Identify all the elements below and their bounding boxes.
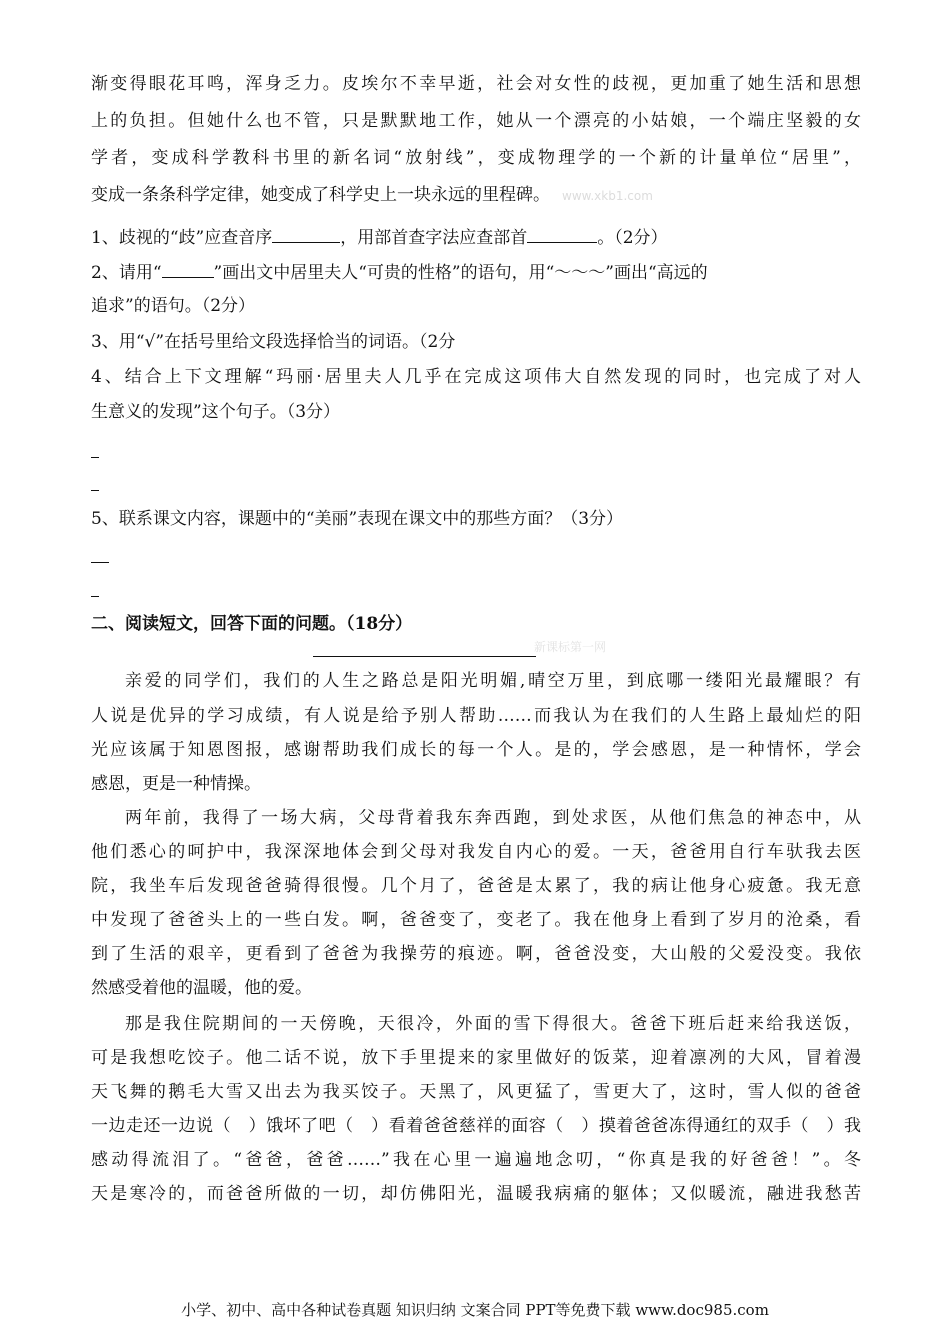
- question-5: 5、联系课文内容，课题中的“美丽”表现在课文中的那些方面？（3分）: [91, 509, 624, 529]
- passage1-line-2: 上的负担。但她什么也不管，只是默默地工作，她从一个漂亮的小姑娘，一个端庄坚毅的女: [91, 111, 861, 131]
- p2-line-2: 他们悉心的呵护中，我深深地体会到父母对我发自内心的爱。一天，爸爸用自行车驮我去医: [91, 842, 861, 862]
- question-1-text-c: 。（2分）: [597, 228, 668, 248]
- answer-line-q4-1[interactable]: [91, 457, 99, 458]
- question-1: [91, 225, 861, 249]
- question-2-text-a: 2、请用“: [91, 263, 162, 283]
- p1-line-1: 亲爱的同学们，我们的人生之路总是阳光明媚,晴空万里，到底哪一缕阳光最耀眼？有: [125, 671, 861, 691]
- p3-line-4: 一边走还一边说（ ）饿坏了吧（ ）看着爸爸慈祥的面容（ ）摸着爸爸冻得通红的双手（ ）我: [91, 1116, 861, 1136]
- question-2-cont: 追求”的语句。（2分）: [91, 296, 256, 316]
- p2-line-6: 然感受着他的温暖，他的爱。: [91, 978, 312, 998]
- p2-line-5: 到了生活的艰辛，更看到了爸爸为我操劳的痕迹。啊，爸爸没变，大山般的父爱没变。我依: [91, 944, 861, 964]
- p1-line-2: 人说是优异的学习成绩，有人说是给予别人帮助……而我认为在我们的人生路上最灿烂的阳: [91, 706, 861, 726]
- answer-line-q5-2[interactable]: [91, 596, 99, 597]
- p3-line-3: 天飞舞的鹅毛大雪又出去为我买饺子。天黑了，风更猛了，雪更大了，这时，雪人似的爸爸: [91, 1082, 861, 1102]
- p3-line-1: 那是我住院期间的一天傍晚，天很冷，外面的雪下得很大。爸爸下班后赶来给我送饭，: [125, 1014, 861, 1034]
- p2-line-3: 院，我坐车后发现爸爸骑得很慢。几个月了，爸爸是太累了，我的病让他身心疲惫。我无意: [91, 876, 861, 896]
- page-footer: 小学、初中、高中各种试卷真题 知识归纳 文案合同 PPT等免费下载 www.doc985.com: [181, 1301, 769, 1319]
- passage1-line-3: 学者，变成科学教科书里的新名词“放射线”，变成物理学的一个新的计量单位“居里”，: [91, 148, 861, 168]
- p3-line-6: 天是寒冷的，而爸爸所做的一切，却仿佛阳光，温暖我病痛的躯体；又似暖流，融进我愁苦: [91, 1184, 861, 1204]
- answer-line-q4-2[interactable]: [91, 490, 99, 491]
- question-1-text-b: ，用部首查字法应查部首: [340, 228, 528, 248]
- answer-blank-bushou[interactable]: [527, 225, 597, 243]
- p2-line-1: 两年前，我得了一场大病，父母背着我东奔西跑，到处求医，从他们焦急的神态中，从: [125, 808, 861, 828]
- answer-blank-yinxu[interactable]: [272, 225, 340, 243]
- watermark-text: www.xkb1.com: [562, 189, 653, 203]
- p3-line-5: 感动得流泪了。“爸爸，爸爸……”我在心里一遍遍地念叨，“你真是我的好爸爸！”。冬: [91, 1150, 861, 1170]
- passage1-line-4: [91, 183, 861, 207]
- title-blank-line[interactable]: [313, 656, 536, 657]
- watermark-text-2: 新课标第一网: [534, 640, 607, 654]
- passage1-line-1: 渐变得眼花耳鸣，浑身乏力。皮埃尔不幸早逝，社会对女性的歧视，更加重了她生活和思想: [91, 74, 861, 94]
- question-4-line-1: 4、结合上下文理解“玛丽·居里夫人几乎在完成这项伟大自然发现的同时，也完成了对人: [91, 367, 861, 387]
- answer-line-q5-1[interactable]: [91, 562, 109, 563]
- p3-line-2: 可是我想吃饺子。他二话不说，放下手里提来的家里做好的饭菜，迎着凛冽的大风，冒着漫: [91, 1048, 861, 1068]
- section-2-heading: 二、阅读短文，回答下面的问题。（18分）: [91, 614, 413, 634]
- p2-line-4: 中发现了爸爸头上的一些白发。啊，爸爸变了，变老了。我在他身上看到了岁月的沧桑，看: [91, 910, 861, 930]
- passage1-line-4-text: 变成一条条科学定律，她变成了科学史上一块永远的里程碑。: [91, 185, 550, 205]
- question-1-text-a: 1、歧视的“歧”应查音序: [91, 228, 273, 248]
- question-3: 3、用“√”在括号里给文段选择恰当的词语。（2分: [91, 332, 456, 352]
- question-2-text-b: ”画出文中居里夫人“可贵的性格”的语句，用“～～～”画出“高远的: [213, 263, 708, 283]
- underline-sample: [162, 260, 214, 278]
- question-4-line-2: 生意义的发现”这个句子。（3分）: [91, 402, 341, 422]
- question-2: [91, 260, 861, 284]
- p1-line-3: 光应该属于知恩图报，感谢帮助我们成长的每一个人。是的，学会感恩，是一种情怀，学会: [91, 740, 861, 760]
- p1-line-4: 感恩，更是一种情操。: [91, 774, 261, 794]
